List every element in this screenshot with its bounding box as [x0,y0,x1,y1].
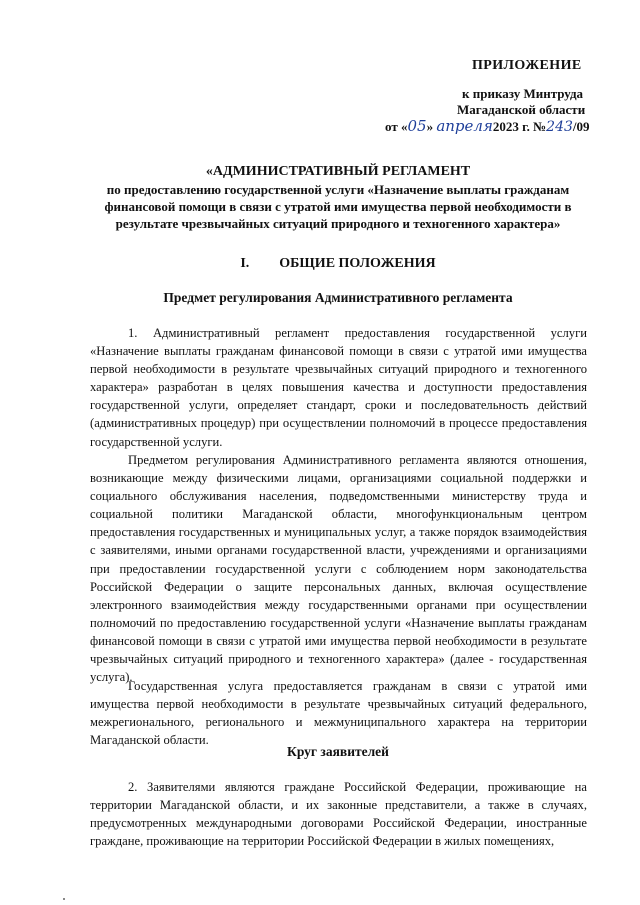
scan-speck [63,898,65,900]
paragraph-2: Предметом регулирования Административного регламента являются отношения, возникающие между физическими лицами, организациями социальной поддержки и социального обслуживания населения, подведомственными министерству труда и социальной политики Магаданской области, многофункциональным центром предоставления государственных и муниципальных услуг, а также порядок взаимодействия с заявителями, иными органами государственной власти, учреждениями и организациями при предоставлении государственной услуги с соблюдением норм законодательства Российской Федерации о защите персональных данных, включая осуществление электронного взаимодействия между государственными органами при осуществлении полномочий по предоставлению государственной услуги «Назначение выплаты гражданам финансовой помощи в связи с утратой ими имущества первой необходимости в результате чрезвычайных ситуаций природного и техногенного характера» (далее - государственная услуга). [90,453,587,685]
order-sep: » [426,119,434,134]
order-number-suffix: /09 [572,119,590,134]
section-name: ОБЩИЕ ПОЛОЖЕНИЯ [279,256,436,271]
title-subtitle: по предоставлению государственной услуги «Назначение выплаты гражданам финансовой помощи в связи с утратой ими имущества первой необходимости в результате чрезвычайных ситуаций природного и техногенного характера» [104,182,572,231]
section-number: I. [240,256,250,271]
order-line-1: к приказу Минтруда [462,86,584,101]
order-year: 2023 г. № [492,119,547,134]
handwritten-order-number: 243 [546,119,573,135]
paragraph-4: 2. Заявителями являются граждане Российской Федерации, проживающие на территории Магаданской области, и их законные представители, а также в случаях, предусмотренных международными договорами Российской Федерации, иностранные граждане, проживающие на территории Российской Федерации в жилых помещениях, [90,780,587,849]
document-title [90,163,586,232]
title-main: «АДМИНИСТРАТИВНЫЙ РЕГЛАМЕНТ [205,164,471,179]
subheading-applicants: Круг заявителей [287,744,389,759]
paragraph-3: Государственная услуга предоставляется гражданам в связи с утратой ими имущества первой необходимости в результате чрезвычайных ситуаций федерального, межрегионального, регионального и межмуниципального характера на территории Магаданской области. [90,679,587,748]
handwritten-month: апреля [436,117,493,135]
order-from: от « [385,119,408,134]
order-line-2: Магаданской области [457,102,586,117]
paragraph-1: 1. Административный регламент предоставления государственной услуги «Назначение выплаты гражданам финансовой помощи в связи с утратой ими имущества первой необходимости в результате чрезвычайных ситуаций природного и техногенного характера» разработан в целях повышения качества и доступности предоставления государственной услуги, определяет стандарт, сроки и последовательность действий (административных процедур) при осуществлении полномочий в процессе предоставления государственной услуги. [90,326,587,449]
section-heading [90,256,586,272]
order-date-line [385,118,590,135]
handwritten-day: 05 [407,117,427,135]
appendix-label: ПРИЛОЖЕНИЕ [472,58,582,73]
subheading-regulation-subject: Предмет регулирования Административного регламента [163,290,513,305]
